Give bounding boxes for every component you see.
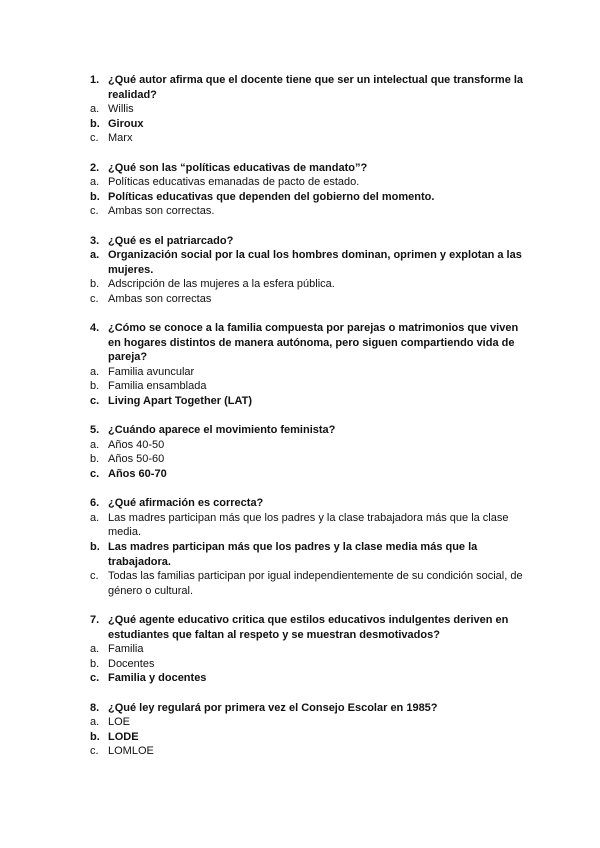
answer-text: Giroux [108, 117, 144, 130]
question-text: ¿Qué autor afirma que el docente tiene que ser un intelectual que transforme la realidad? [108, 74, 524, 101]
answer-letter: b. [90, 453, 100, 466]
answer-text: Familia avuncular [108, 365, 195, 378]
question-number: 7. [90, 613, 100, 626]
answer-option [90, 277, 530, 292]
answer-letter: c. [90, 468, 100, 481]
answer-text: Living Apart Together (LAT) [108, 395, 253, 408]
question-number: 2. [90, 161, 100, 174]
answer-text: Familia [108, 643, 144, 656]
question-block [90, 321, 530, 409]
answer-text: Políticas educativas emanadas de pacto de estado. [108, 176, 360, 189]
answer-text: Organización social por la cual los hombres dominan, oprimen y explotan a las mujeres. [108, 249, 522, 276]
answer-text: Años 40-50 [108, 438, 165, 451]
answer-letter: b. [90, 380, 100, 393]
answer-text: Todas las familias participan por igual independientemente de su condición social, de género o cultural. [108, 570, 523, 597]
answer-letter: c. [90, 570, 99, 583]
answer-letter: b. [90, 278, 100, 291]
question-text: ¿Qué es el patriarcado? [108, 234, 234, 247]
answer-text: Willis [108, 103, 134, 116]
question-block [90, 423, 530, 481]
answer-option [90, 569, 530, 598]
answer-letter: a. [90, 716, 100, 729]
question-text: ¿Qué ley regulará por primera vez el Consejo Escolar en 1985? [108, 701, 438, 714]
question-block [90, 613, 530, 686]
question-block [90, 496, 530, 598]
answer-letter: b. [90, 541, 100, 553]
question-row [90, 423, 530, 438]
question-row [90, 321, 530, 365]
answer-option [90, 292, 530, 307]
answer-option [90, 379, 530, 394]
answer-text: Adscripción de las mujeres a la esfera pública. [108, 278, 335, 291]
answer-option-correct [90, 117, 530, 132]
question-number: 8. [90, 701, 100, 714]
answer-letter: a. [90, 176, 100, 189]
question-row [90, 496, 530, 511]
answer-letter: b. [90, 117, 100, 130]
answer-text: Políticas educativas que dependen del gobierno del momento. [108, 190, 435, 203]
question-number: 4. [90, 322, 100, 335]
question-text: ¿Qué son las “políticas educativas de mandato”? [108, 161, 368, 174]
answer-option [90, 744, 530, 759]
answer-option [90, 438, 530, 453]
answer-option-correct [90, 394, 530, 409]
answer-option [90, 365, 530, 380]
answer-letter: a. [90, 103, 100, 116]
answer-letter: c. [90, 205, 99, 218]
answer-option [90, 175, 530, 190]
answer-text: LOE [108, 716, 131, 729]
answer-text: Ambas son correctas. [108, 205, 215, 218]
question-row [90, 73, 530, 102]
answer-option-correct [90, 467, 530, 482]
question-number: 5. [90, 424, 100, 437]
question-row [90, 613, 530, 642]
answer-option [90, 657, 530, 672]
answer-letter: b. [90, 730, 100, 743]
question-row [90, 161, 530, 176]
answer-text: LOMLOE [108, 745, 154, 758]
answer-option [90, 204, 530, 219]
answer-option-correct [90, 248, 530, 277]
answer-letter: c. [90, 672, 100, 685]
answer-letter: a. [90, 438, 100, 451]
question-number: 3. [90, 234, 100, 247]
answer-option [90, 131, 530, 146]
answer-option-correct [90, 540, 530, 569]
answer-text: Docentes [108, 657, 155, 670]
question-text: ¿Qué agente educativo critica que estilos educativos indulgentes deriven en estudiantes que faltan al respeto y se muestran desmotivados? [108, 613, 509, 641]
question-list [90, 73, 530, 774]
answer-text: Familia ensamblada [108, 380, 207, 393]
answer-text: Marx [108, 132, 133, 145]
answer-text: Familia y docentes [108, 672, 207, 685]
answer-letter: a. [90, 643, 100, 656]
answer-letter: a. [90, 249, 100, 262]
question-text: ¿Cuándo aparece el movimiento feminista? [108, 424, 336, 437]
answer-letter: c. [90, 132, 99, 145]
answer-text: Las madres participan más que los padres y la clase trabajadora más que la clase media. [108, 511, 509, 539]
answer-option [90, 102, 530, 117]
answer-text: LODE [108, 730, 139, 743]
question-row [90, 234, 530, 249]
answer-letter: b. [90, 657, 100, 670]
answer-letter: a. [90, 365, 100, 378]
question-block [90, 73, 530, 146]
answer-text: Ambas son correctas [108, 292, 212, 305]
answer-option [90, 642, 530, 657]
question-row [90, 701, 530, 716]
answer-letter: a. [90, 511, 100, 524]
answer-option-correct [90, 730, 530, 745]
answer-text: Años 50-60 [108, 453, 165, 466]
question-block [90, 234, 530, 307]
answer-option-correct [90, 190, 530, 205]
answer-text: Años 60-70 [108, 468, 167, 481]
answer-letter: c. [90, 395, 100, 408]
answer-option [90, 715, 530, 730]
answer-text: Las madres participan más que los padres y la clase media más que la trabajadora. [108, 541, 478, 568]
answer-letter: c. [90, 292, 99, 305]
answer-option [90, 452, 530, 467]
question-text: ¿Cómo se conoce a la familia compuesta por parejas o matrimonios que viven en hogares distintos de manera autónoma, pero siguen compartiendo vida de pareja? [108, 322, 519, 364]
answer-option-correct [90, 671, 530, 686]
question-number: 1. [90, 74, 100, 86]
answer-letter: c. [90, 745, 99, 758]
answer-letter: b. [90, 190, 100, 203]
question-text: ¿Qué afirmación es correcta? [108, 497, 264, 510]
answer-option [90, 511, 530, 540]
question-block [90, 161, 530, 219]
question-number: 6. [90, 497, 100, 510]
question-block [90, 701, 530, 759]
